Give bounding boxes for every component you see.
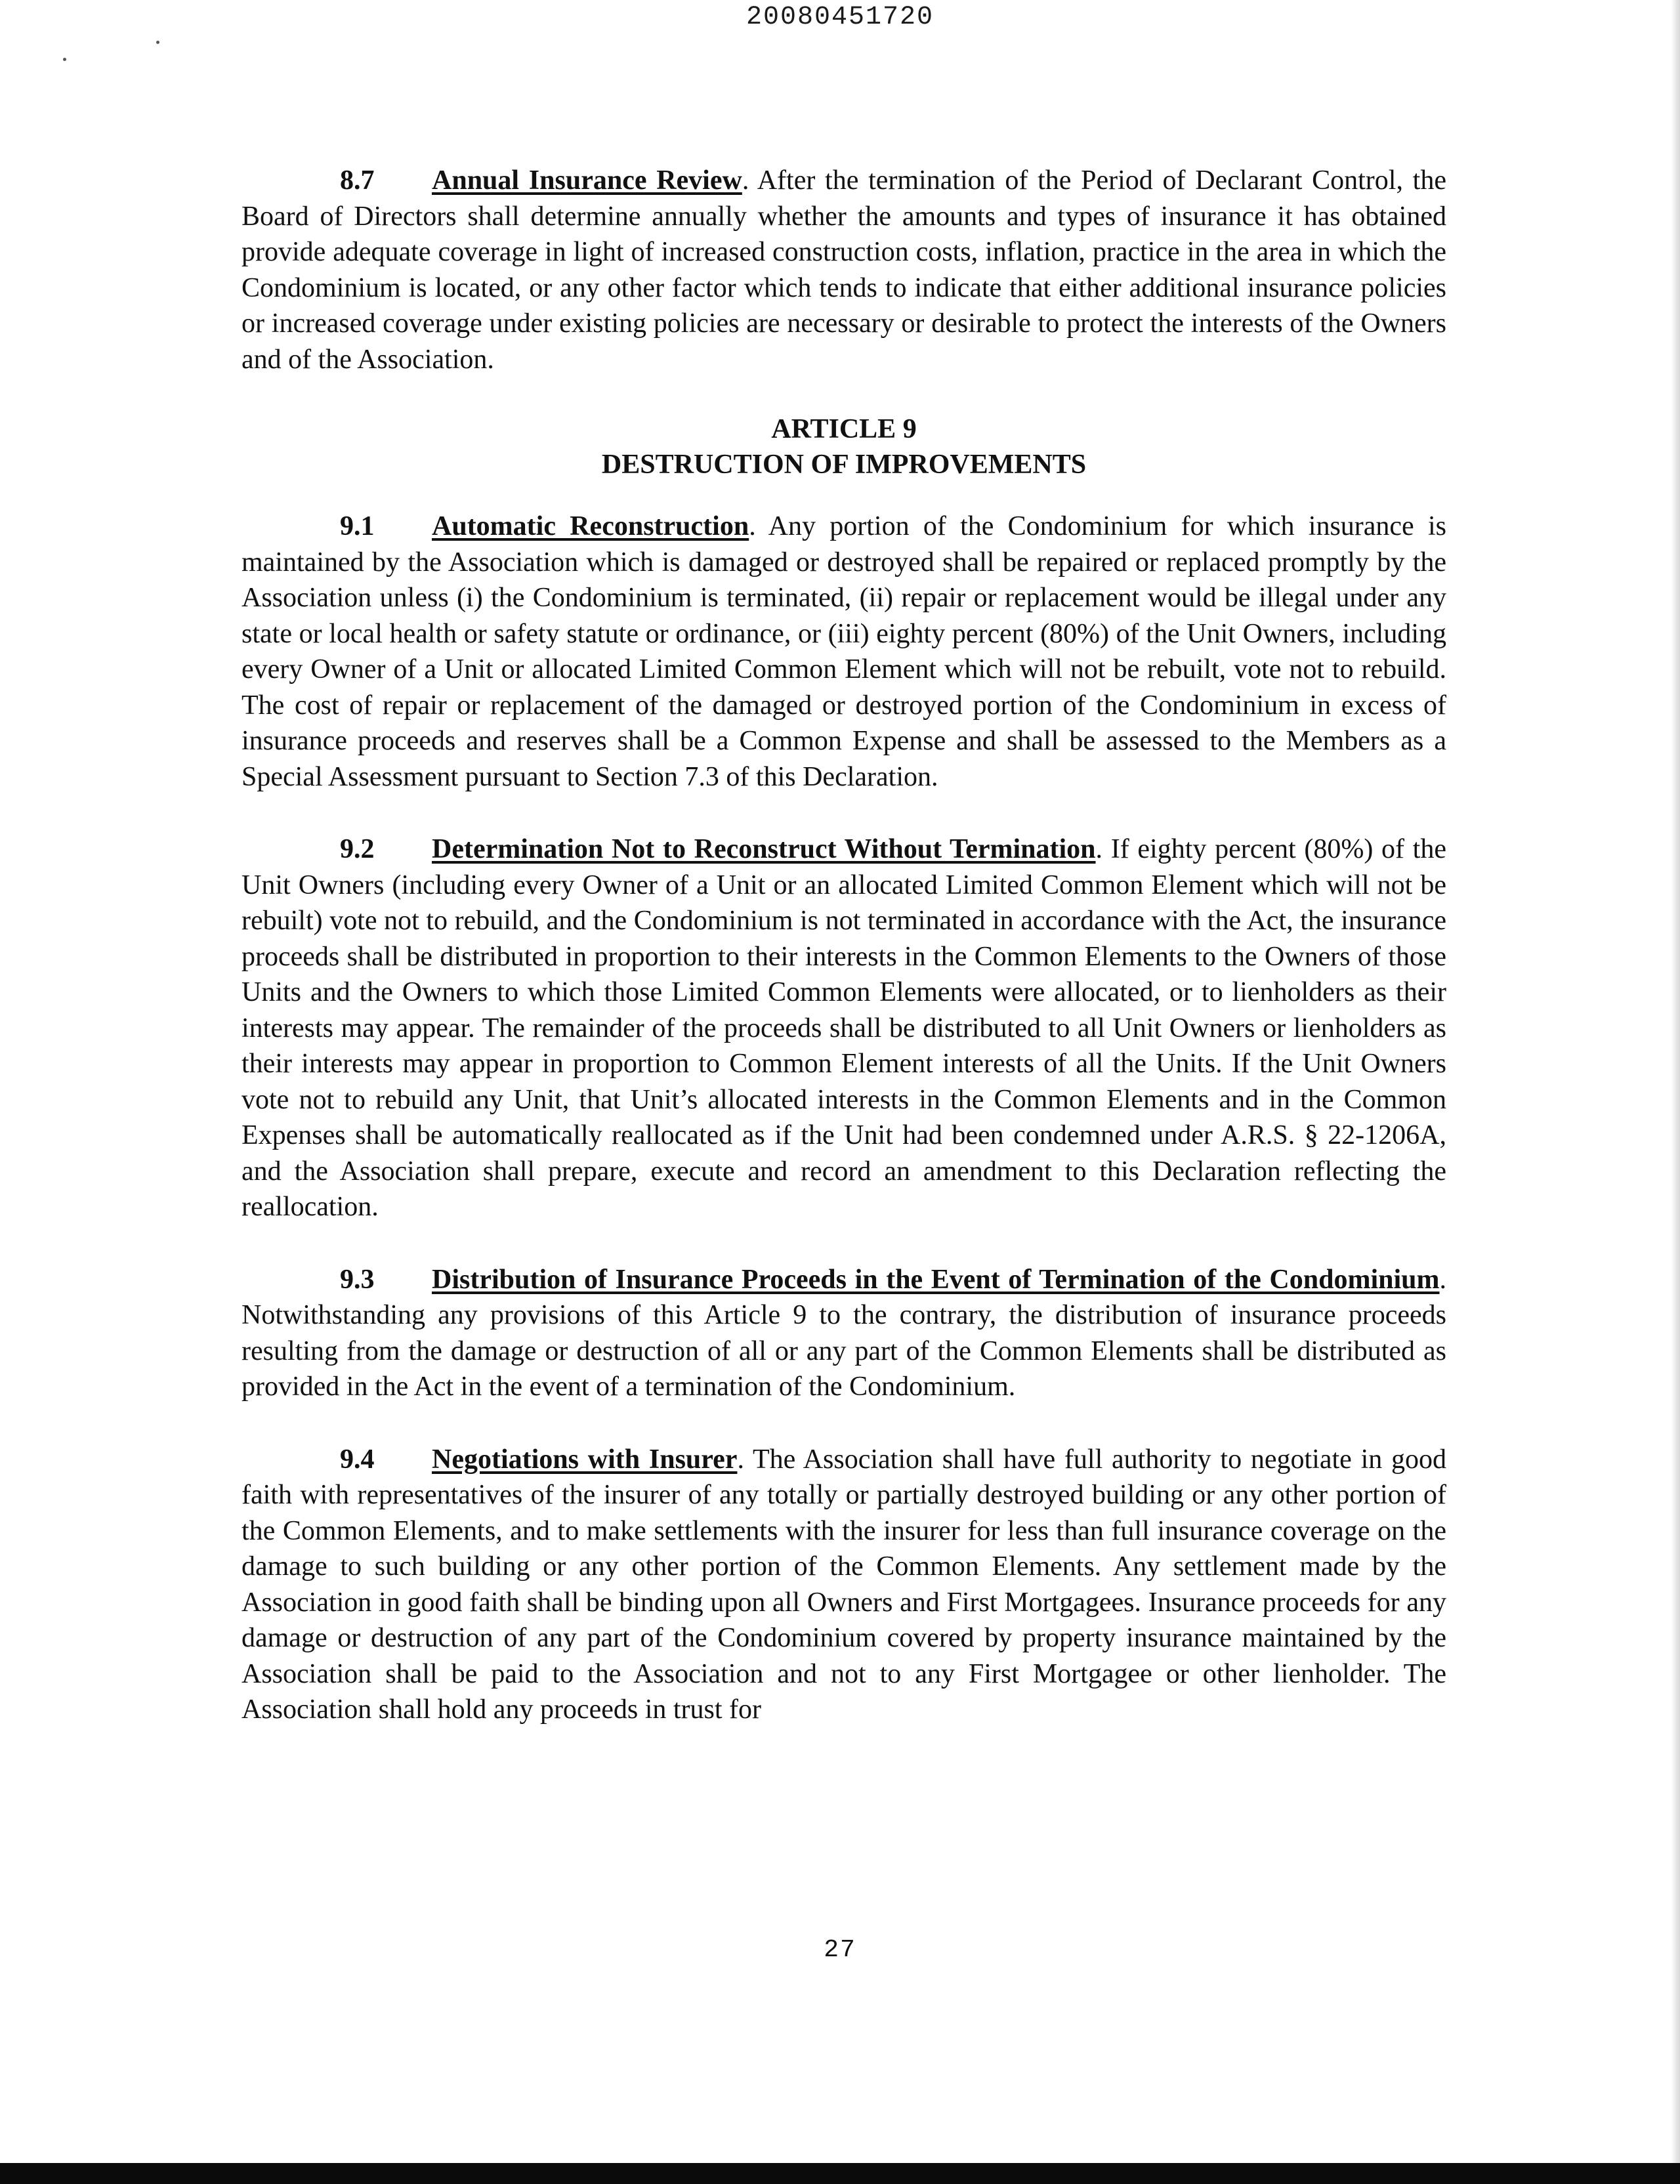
spacer	[242, 1405, 1446, 1442]
section-text: . The Association shall have full authority to negotiate in good faith with representatives of the insurer of any totally or partially destroyed building or any other portion of the Common Elements, and to make settlements with the insurer for less than full insurance coverage on the damage to such building or any other portion of the Common Elements. Any settlement made by the Association in good faith shall be binding upon all Owners and First Mortgagees. Insurance proceeds for any damage or destruction of any part of the Condominium covered by property insurance maintained by the Association shall be paid to the Association and not to any First Mortgagee or other lienholder. The Association shall hold any proceeds in trust for	[242, 1444, 1447, 1725]
section-title: Determination Not to Reconstruct Without Termination	[432, 834, 1096, 864]
section-9-1	[242, 509, 1446, 795]
article-number: ARTICLE 9	[771, 414, 917, 444]
document-number: 20080451720	[746, 3, 934, 32]
section-text: . Notwithstanding any provisions of this Article 9 to the contrary, the distribution of insurance proceeds resulting from the damage or destruction of all or any part of the Common Elements shall be distributed as provided in the Act in the event of a termination of the Condominium.	[242, 1264, 1446, 1402]
spacer	[242, 482, 1446, 509]
section-8-7	[242, 163, 1446, 377]
scan-speck	[156, 41, 159, 44]
article-title: DESTRUCTION OF IMPROVEMENTS	[601, 450, 1087, 480]
spacer	[242, 795, 1446, 831]
section-title: Automatic Reconstruction	[432, 511, 749, 541]
section-number: 9.1	[340, 511, 375, 541]
section-number: 9.3	[340, 1264, 375, 1295]
scan-speck	[63, 58, 66, 61]
section-text: . Any portion of the Condominium for which insurance is maintained by the Association which is damaged or destroyed shall be repaired or replaced promptly by the Association unless (i) the Condominium is terminated, (ii) repair or replacement would be illegal under any state or local health or safety statute or ordinance, or (iii) eighty percent (80%) of the Unit Owners, including every Owner of a Unit or allocated Limited Common Element which will not be rebuilt, vote not to rebuild. The cost of repair or replacement of the damaged or destroyed portion of the Condominium in excess of insurance proceeds and reserves shall be a Common Expense and shall be assessed to the Members as a Special Assessment pursuant to Section 7.3 of this Declaration.	[242, 511, 1446, 792]
spacer	[242, 377, 1446, 411]
section-number: 9.4	[340, 1444, 375, 1475]
section-9-3	[242, 1262, 1446, 1405]
section-title: Distribution of Insurance Proceeds in the Event of Termination of the Condominium	[432, 1264, 1440, 1295]
section-text: . After the termination of the Period of Declarant Control, the Board of Directors shall determine annually whether the amounts and types of insurance it has obtained provide adequate coverage in light of increased construction costs, inflation, practice in the area in which the Condominium is located, or any other factor which tends to indicate that either additional insurance policies or increased coverage under existing policies are necessary or desirable to protect the interests of the Owners and of the Association.	[242, 165, 1446, 375]
scan-edge-shadow	[1671, 0, 1680, 2184]
spacer	[242, 1225, 1446, 1262]
scan-bottom-border	[0, 2163, 1680, 2184]
section-number: 9.2	[340, 834, 375, 864]
section-9-2	[242, 831, 1446, 1225]
document-body	[242, 163, 1446, 1728]
section-title: Annual Insurance Review	[432, 165, 742, 196]
section-9-4	[242, 1442, 1446, 1728]
section-text: . If eighty percent (80%) of the Unit Owners (including every Owner of a Unit or an allocated Limited Common Element which will not be rebuilt) vote not to rebuild, and the Condominium is not terminated in accordance with the Act, the insurance proceeds shall be distributed in proportion to their interests in the Common Elements to the Owners of those Units and the Owners to which those Limited Common Elements were allocated, or to lienholders as their interests may appear. The remainder of the proceeds shall be distributed to all Unit Owners or lienholders as their interests may appear in proportion to Common Element interests of all the Units. If the Unit Owners vote not to rebuild any Unit, that Unit’s allocated interests in the Common Elements and in the Common Expenses shall be automatically reallocated as if the Unit had been condemned under A.R.S. § 22-1206A, and the Association shall prepare, execute and record an amendment to this Declaration reflecting the reallocation.	[242, 834, 1446, 1222]
section-number: 8.7	[340, 165, 375, 196]
section-title: Negotiations with Insurer	[432, 1444, 738, 1475]
page-number: 27	[824, 1936, 856, 1964]
